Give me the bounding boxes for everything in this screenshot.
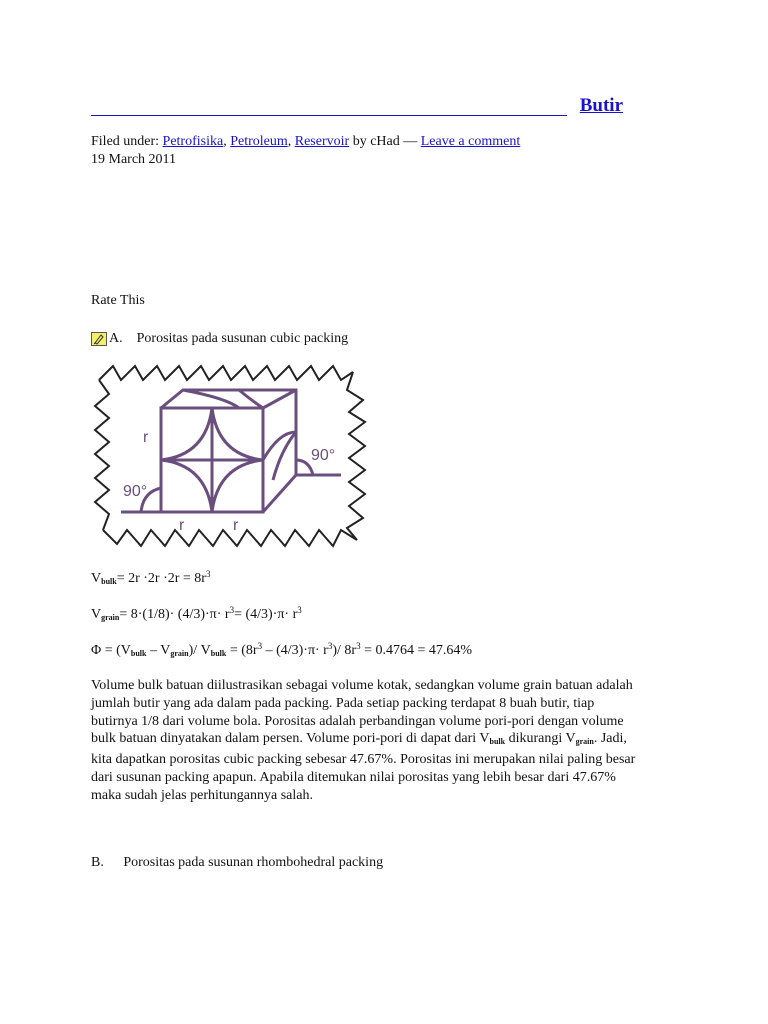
label-r-vertical: r xyxy=(143,429,149,446)
cube-drawing xyxy=(121,390,341,512)
eq-phi-sup3: 3 xyxy=(356,641,361,651)
eq-phi-p4: = (8r xyxy=(226,643,258,658)
eq-phi-s3: bulk xyxy=(210,649,227,658)
explanation-paragraph xyxy=(91,677,691,805)
post-title-link[interactable]: Butir xyxy=(579,95,623,116)
leave-comment-link[interactable]: Leave a comment xyxy=(420,134,521,149)
para-line: maka sudah jelas perhitungannya salah. xyxy=(91,787,313,803)
cubic-packing-figure xyxy=(91,360,373,552)
section-a-number: A. xyxy=(109,331,123,346)
eq-vgrain-v: V xyxy=(91,607,102,622)
eq-vgrain-rhs1: = 8·(1/8)· (4/3)·π· r xyxy=(119,607,230,622)
title-underline xyxy=(91,115,567,116)
category-link-reservoir[interactable]: Reservoir xyxy=(294,134,350,149)
author-label: by cHad — xyxy=(352,134,418,149)
para-line: butirnya 1/8 dari volume bola. Porositas adalah perbandingan volume pori-pori dengan volume xyxy=(91,713,624,729)
equation-vbulk xyxy=(91,569,210,587)
category-link-petrofisika[interactable]: Petrofisika xyxy=(162,134,224,149)
eq-phi-p3: )/ V xyxy=(188,643,211,658)
eq-phi-p6: )/ 8r xyxy=(332,643,357,658)
post-meta xyxy=(91,133,520,169)
para-line4b: dikurangi V xyxy=(505,731,576,747)
label-angle-left: 90° xyxy=(123,483,148,500)
section-b-title: Porositas pada susunan rhombohedral packing xyxy=(123,855,384,870)
post-date: 19 March 2011 xyxy=(91,152,177,167)
section-b-heading xyxy=(91,855,383,871)
para-line: Volume bulk batuan diilustrasikan sebagai volume kotak, sedangkan volume grain batuan adalah xyxy=(91,678,633,693)
eq-phi-s2: grain xyxy=(170,649,189,658)
eq-phi-p5: – (4/3)·π· r xyxy=(262,643,328,658)
section-b-number: B. xyxy=(91,855,104,870)
section-a-heading xyxy=(91,331,348,347)
post-title-row xyxy=(91,95,623,119)
para-line4a: bulk batuan dinyatakan dalam persen. Volume pori-pori di dapat dari V xyxy=(91,731,490,747)
equation-porosity xyxy=(91,641,472,659)
para-line4c: . Jadi, xyxy=(593,731,627,747)
rate-this-label: Rate This xyxy=(91,293,145,308)
para-line xyxy=(91,730,691,751)
eq-phi-sup2: 3 xyxy=(327,641,333,651)
filed-under-label: Filed under: xyxy=(91,134,160,149)
eq-vbulk-rhs: = 2r ·2r ·2r = 8r xyxy=(116,571,206,586)
category-link-petroleum[interactable]: Petroleum xyxy=(230,134,288,149)
eq-vgrain-sup2: 3 xyxy=(297,605,302,615)
eq-phi-sup1: 3 xyxy=(257,641,263,651)
eq-phi-p1: Φ = (V xyxy=(91,643,131,658)
eq-phi-p7: = 0.4764 = 47.64% xyxy=(360,643,473,658)
eq-vbulk-sub: bulk xyxy=(101,577,117,586)
eq-vgrain-sup1: 3 xyxy=(229,605,235,615)
eq-vbulk-sup: 3 xyxy=(205,569,211,579)
edit-icon[interactable] xyxy=(91,332,107,346)
para-line: dari susunan packing apapun. Apabila ditemukan nilai porositas yang lebih besar dari 47.67% xyxy=(91,769,616,785)
eq-phi-s1: bulk xyxy=(130,649,147,658)
label-angle-right: 90° xyxy=(311,447,336,464)
eq-vbulk-v: V xyxy=(91,571,102,586)
section-a-title: Porositas pada susunan cubic packing xyxy=(136,331,349,346)
equation-vgrain xyxy=(91,605,302,623)
eq-phi-p2: – V xyxy=(146,643,171,658)
para-line4-sub2: grain xyxy=(575,737,594,747)
label-r-bottom-2: r xyxy=(233,517,239,534)
meta-line: Filed under: Petrofisika, Petroleum, Reservoir by cHad — Leave a comment xyxy=(91,134,521,149)
label-r-bottom-1: r xyxy=(179,517,185,534)
eq-vgrain-rhs2: = (4/3)·π· r xyxy=(234,607,298,622)
para-line: kita dapatkan porositas cubic packing sebesar 47.67%. Porositas ini merupakan nilai paling besar xyxy=(91,752,636,768)
para-line4-sub1: bulk xyxy=(489,737,506,747)
eq-vgrain-sub: grain xyxy=(101,613,120,622)
para-line: jumlah butir yang ada dalam pada packing. Pada setiap packing terdapat 8 buah butir, tiap xyxy=(91,695,595,711)
